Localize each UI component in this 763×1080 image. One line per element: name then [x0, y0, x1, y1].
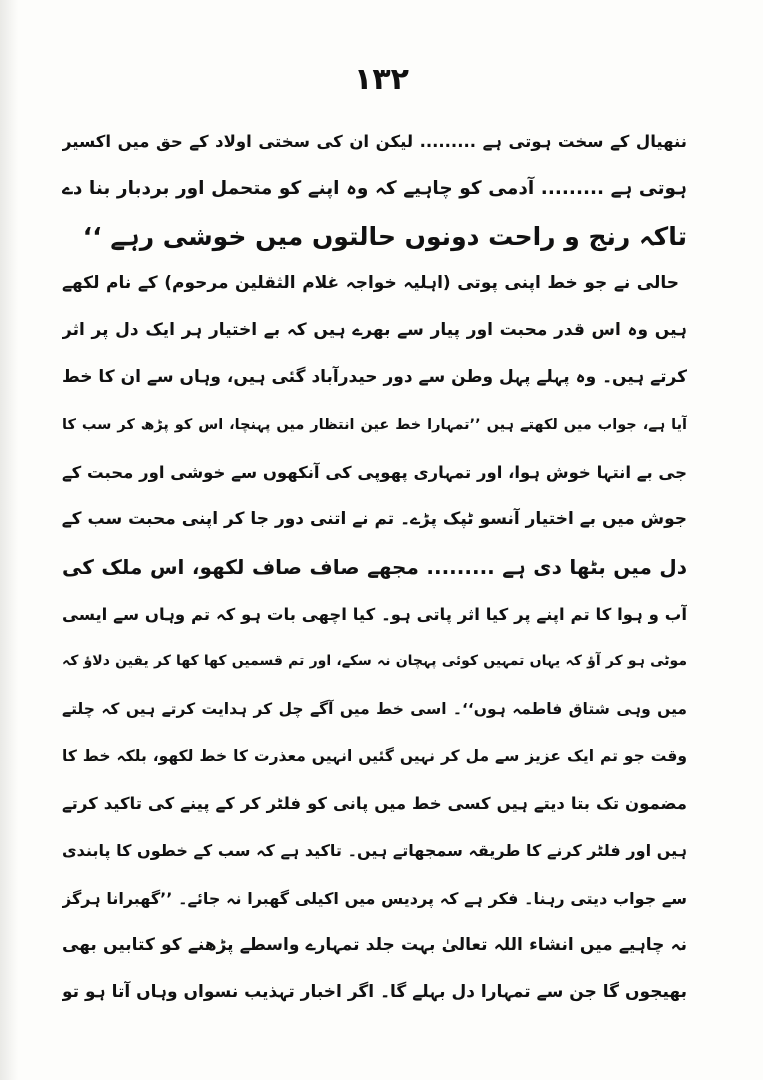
text-line: ہیں اور فلٹر کرنے کا طریقہ سمجھاتے ہیں۔ تاکید ہے کہ سب کے خطوں کا پابندی	[62, 841, 687, 861]
text-line: سے جواب دیتی رہنا۔ فکر ہے کہ پردیس میں اکیلی گھبرا نہ جائے۔ ’’گھبرانا ہرگز	[62, 888, 687, 908]
text-line: جوش میں بے اختیار آنسو ٹپک پڑے۔ تم نے اتنی دور جا کر اپنی محبت سب کے	[62, 509, 687, 530]
text-line: ہیں وہ اس قدر محبت اور پیار سے بھرے ہیں کہ بے اختیار ہر ایک دل پر اثر	[62, 320, 687, 341]
text-line: موٹی ہو کر آؤ کہ یہاں تمہیں کوئی پہچان نہ سکے، اور تم قسمیں کھا کھا کر یقین دلاؤ کہ	[62, 653, 687, 670]
page-number: ۱۳۲	[354, 62, 409, 97]
text-line: ہوتی ہے ......... آدمی کو چاہیے کہ وہ اپنے کو متحمل اور بردبار بنا دے	[62, 178, 687, 200]
text-line: حالی نے جو خط اپنی پوتی (اہلیہ خواجہ غلام الثقلین مرحوم) کے نام لکھے	[62, 272, 679, 293]
text-line: مضمون تک بتا دیتے ہیں کسی خط میں پانی کو فلٹر کر کے پینے کی تاکید کرتے	[62, 794, 687, 814]
text-line: جی بے انتہا خوش ہوا، اور تمہاری پھوپی کی آنکھوں سے خوشی اور محبت کے	[62, 463, 687, 483]
text-line: بھیجوں گا جن سے تمہارا دل بہلے گا۔ اگر اخبار تہذیب نسواں وہاں آتا ہو تو	[62, 982, 687, 1003]
text-line: ننھیال کے سخت ہوتی ہے ......... لیکن ان کی سختی اولاد کے حق میں اکسیر	[62, 132, 687, 151]
text-line: دل میں بٹھا دی ہے ......... مجھے صاف صاف لکھو، اس ملک کی	[62, 554, 687, 579]
text-line: کرتے ہیں۔ وہ پہلے پہل وطن سے دور حیدرآباد گئی ہیں، وہاں سے ان کا خط	[62, 367, 687, 388]
text-line: آب و ہوا کا تم اپنے پر کیا اثر پاتی ہو۔ کیا اچھی بات ہو کہ تم وہاں سے ایسی	[62, 604, 687, 624]
text-line: تاکہ رنج و راحت دونوں حالتوں میں خوشی رہے ‘‘	[82, 221, 687, 251]
binding-shadow	[0, 0, 18, 1080]
body-text	[62, 118, 687, 1017]
text-line: نہ چاہیے میں انشاء اللہ تعالیٰ بہت جلد تمہارے واسطے پڑھنے کو کتابیں بھی	[62, 935, 687, 956]
text-line: آیا ہے، جواب میں لکھتے ہیں ’’تمہارا خط عین انتظار میں پہنچا، اس کو پڑھ کر سب کا	[62, 416, 687, 433]
text-line: میں وہی شتاق فاطمہ ہوں‘‘۔ اسی خط میں آگے چل کر ہدایت کرتے ہیں کہ چلتے	[62, 699, 687, 718]
text-line: وقت جو تم ایک عزیز سے مل کر نہیں گئیں انہیں معذرت کا خط لکھو، بلکہ خط کا	[62, 746, 687, 765]
